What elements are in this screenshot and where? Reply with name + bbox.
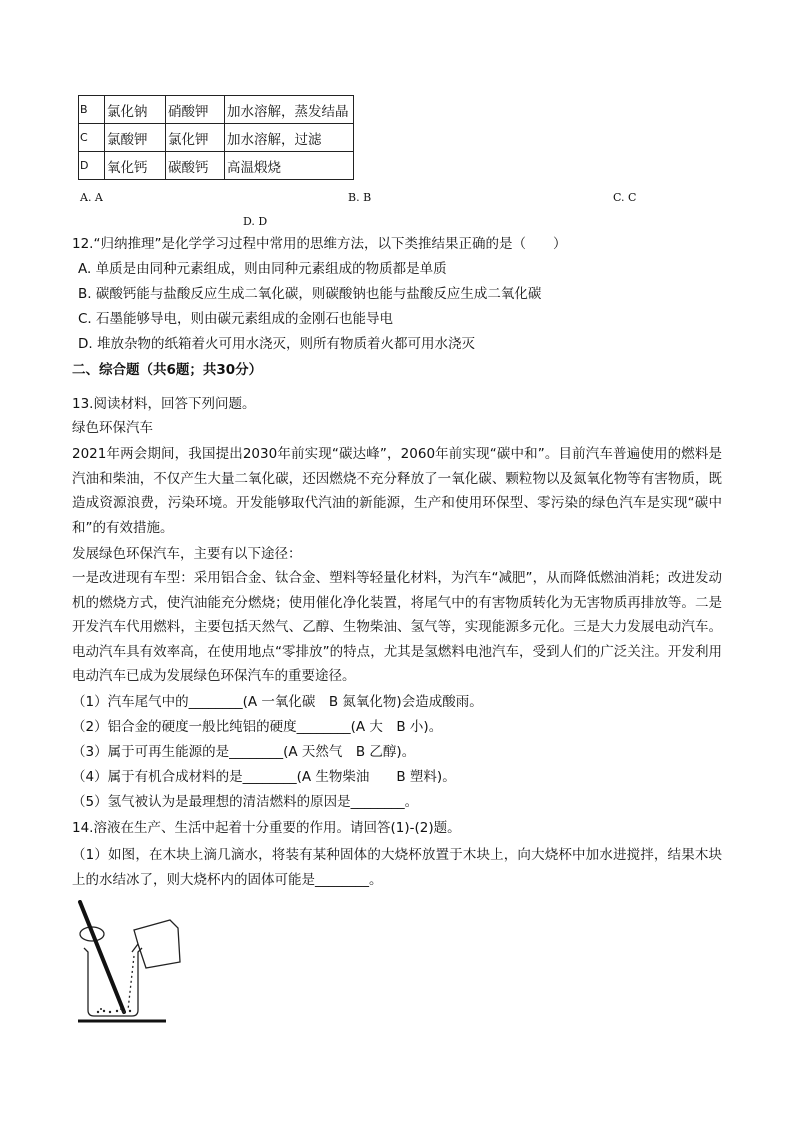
option-letter-cell: B xyxy=(79,96,105,124)
table-row xyxy=(79,124,354,152)
method-cell: 加水溶解，过滤 xyxy=(225,124,354,152)
table-row xyxy=(79,152,354,180)
q12-option-c: C. 石墨能够导电，则由碳元素组成的金刚石也能导电 xyxy=(78,311,394,327)
q13-sub-question-1: （1）汽车尾气中的________(A 一氧化碳 B 氮氧化物)会造成酸雨。 xyxy=(72,694,483,710)
q12-option-b: B. 碳酸钙能与盐酸反应生成二氧化碳，则碳酸钠也能与盐酸反应生成二氧化碳 xyxy=(78,286,542,302)
q13-article-title: 绿色环保汽车 xyxy=(72,420,153,436)
q12-option-a: A. 单质是由同种元素组成，则由同种元素组成的物质都是单质 xyxy=(78,261,447,277)
q13-sub-question-2: （2）铝合金的硬度一般比纯铝的硬度________(A 大 B 小)。 xyxy=(72,719,443,735)
impurity-cell: 碳酸钙 xyxy=(166,152,225,180)
q12-stem: 12.“归纳推理”是化学学习过程中常用的思维方法，以下类推结果正确的是（ ） xyxy=(72,236,567,252)
substance-cell: 氯化钠 xyxy=(105,96,166,124)
section-heading: 二、综合题（共6题；共30分） xyxy=(72,362,263,378)
q11-option-b: B. B xyxy=(348,191,372,204)
impurity-cell: 硝酸钾 xyxy=(166,96,225,124)
q14-sub-question-1: （1）如图，在木块上滴几滴水，将装有某种固体的大烧杯放置于木块上，向大烧杯中加水进搅拌，结果木块上的水结冰了，则大烧杯内的固体可能是________。 xyxy=(72,847,722,888)
q13-paragraph-2: 一是改进现有车型：采用铝合金、钛合金、塑料等轻量化材料，为汽车“减肥”，从而降低燃油消耗；改进发动机的燃烧方式，使汽油能充分燃烧；使用催化净化装置，将尾气中的有害物质转化为无害物质再排放等。二是开发汽车代用燃料，主要包括天然气、乙醇、生物柴油、氢气等，实现能源多元化。三是大力发展电动汽车。电动汽车具有效率高，在使用地点“零排放”的特点，尤其是氢燃料电池汽车，受到人们的广泛关注。开发利用电动汽车已成为发展绿色环保汽车的重要途径。 xyxy=(72,570,722,684)
q13-paragraph-1: 2021年两会期间，我国提出2030年前实现“碳达峰”，2060年前实现“碳中和”。目前汽车普遍使用的燃料是汽油和柴油，不仅产生大量二氧化碳，还因燃烧不充分释放了一氧化碳、颗粒物以及氮氧化物等有害物质，既造成资源浪费，污染环境。开发能够取代汽油的新能源，生产和使用环保型、零污染的绿色汽车是实现“碳中和”的有效措施。 xyxy=(72,446,722,536)
q13-subheading: 发展绿色环保汽车，主要有以下途径： xyxy=(72,546,302,562)
q12-option-d: D. 堆放杂物的纸箱着火可用水浇灭，则所有物质着火都可用水浇灭 xyxy=(78,336,475,352)
q11-option-a: A. A xyxy=(80,191,103,204)
impurity-cell: 氯化钾 xyxy=(166,124,225,152)
method-cell: 高温煅烧 xyxy=(225,152,354,180)
q13-sub-question-4: （4）属于有机合成材料的是________(A 生物柴油 B 塑料)。 xyxy=(72,769,456,785)
beaker-experiment-figure xyxy=(74,900,194,1028)
table-row xyxy=(79,96,354,124)
q11-option-c: C. C xyxy=(613,191,637,204)
q11-option-d: D. D xyxy=(243,215,268,228)
separation-methods-table xyxy=(78,95,354,180)
method-cell: 加水溶解，蒸发结晶 xyxy=(225,96,354,124)
q13-sub-question-3: （3）属于可再生能源的是________(A 天然气 B 乙醇)。 xyxy=(72,744,416,760)
solid-particles xyxy=(97,1008,131,1013)
water-stream xyxy=(128,956,134,1010)
q13-stem: 13.阅读材料，回答下列问题。 xyxy=(72,396,256,412)
q13-sub-question-5: （5）氢气被认为是最理想的清洁燃料的原因是________。 xyxy=(72,794,419,810)
substance-cell: 氧化钙 xyxy=(105,152,166,180)
substance-cell: 氯酸钾 xyxy=(105,124,166,152)
pouring-cup xyxy=(134,920,180,968)
stirring-rod xyxy=(80,902,124,1012)
q14-stem: 14.溶液在生产、生活中起着十分重要的作用。请回答(1)-(2)题。 xyxy=(72,820,461,836)
option-letter-cell: C xyxy=(79,124,105,152)
option-letter-cell: D xyxy=(79,152,105,180)
